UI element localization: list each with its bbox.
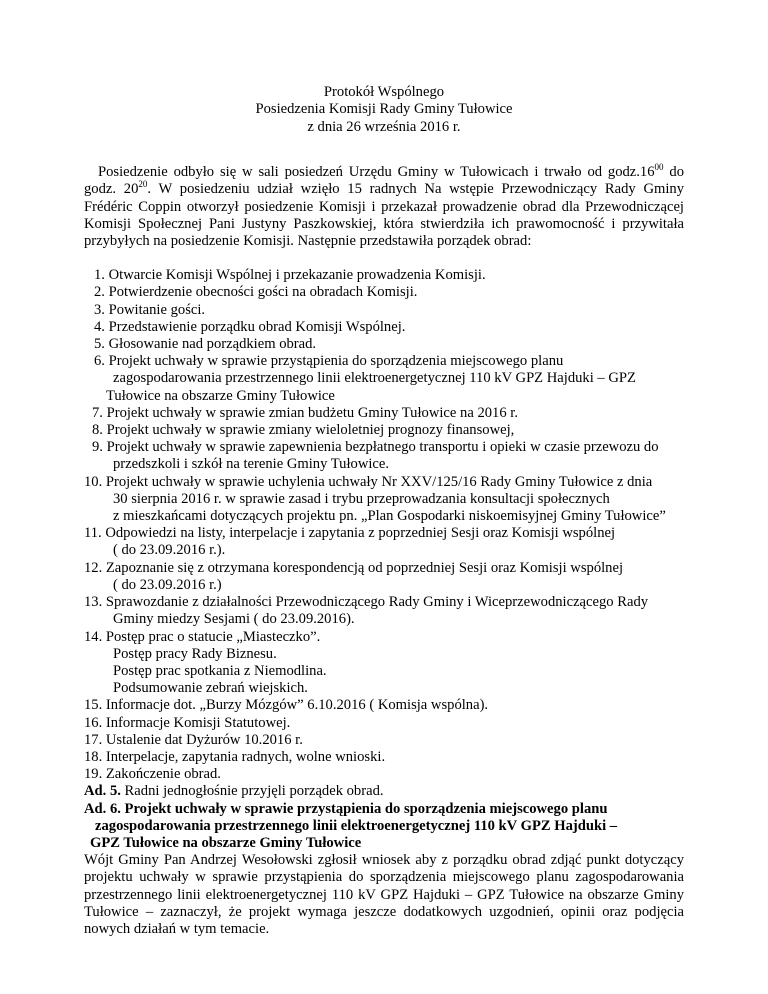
agenda-item-18 (84, 749, 684, 766)
agenda-item-12 (84, 560, 684, 594)
agenda-item-7 (84, 405, 684, 422)
intro-text-3: . W posiedzeniu udział wzięło 15 radnych Na wstępie Przewodniczący Rady Gminy Frédéric Coppin otworzył posiedzenie Komisji i przekazał prowadzenie obrad dla Przewodniczącej Komisji Społecznej Pani Justyny Paszkowskiej, która stwierdziła ich prawomocność i przywitała przybyłych na posiedzenie Komisji. Następnie przedstawiła porządek obrad: (84, 181, 684, 250)
agenda-item-14-line-3: Postęp prac spotkania z Niemodlina. (113, 662, 327, 679)
agenda-item-7-text: 7. Projekt uchwały w sprawie zmian budżetu Gminy Tułowice na 2016 r. (92, 404, 518, 421)
agenda-item-11 (84, 525, 684, 559)
document-title (84, 84, 684, 136)
agenda-item-10-line-3: z mieszkańcami dotyczących projektu pn. „Plan Gospodarki niskoemisyjnej Gminy Tułowice” (113, 508, 666, 525)
ad-5-text: Radni jednogłośnie przyjęli porządek obrad. (120, 783, 384, 800)
ad-6-heading-line-1: Ad. 6. Projekt uchwały w sprawie przystąpienia do sporządzenia miejscowego planu (84, 800, 608, 817)
agenda-item-19 (84, 766, 684, 783)
intro-text-1: Posiedzenie odbyło się w sali posiedzeń Urzędu Gminy w Tułowicach i trwało od godz.16 (98, 164, 655, 181)
agenda-item-14-line-1: 14. Postęp prac o statucie „Miasteczko”. (84, 628, 321, 645)
title-line-1: Protokół Wspólnego (323, 84, 445, 100)
intro-paragraph (84, 164, 684, 250)
agenda-item-12-line-1: 12. Zapoznanie się z otrzymana korespondencją od poprzedniej Sesji oraz Komisji wspólnej (84, 559, 623, 576)
agenda-item-12-line-2: ( do 23.09.2016 r.) (113, 576, 222, 593)
agenda-item-15-text: 15. Informacje dot. „Burzy Mózgów” 6.10.2016 ( Komisja wspólna). (84, 697, 489, 714)
intro-sup-2: 20 (138, 179, 148, 190)
ad-6-heading-line-2: zagospodarowania przestrzennego linii elektroenergetycznej 110 kV GPZ Hajduki – (95, 817, 618, 834)
agenda-item-10-line-1: 10. Projekt uchwały w sprawie uchylenia uchwały Nr XXV/125/16 Rady Gminy Tułowice z dnia (84, 473, 653, 490)
ad-5-section (84, 783, 684, 800)
agenda-item-9-line-2: przedszkoli i szkół na terenie Gminy Tułowice. (113, 456, 390, 473)
agenda-item-9-line-1: 9. Projekt uchwały w sprawie zapewnienia bezpłatnego transportu i opieki w czasie przewozu do (92, 439, 659, 456)
intro-sup-1: 00 (654, 162, 664, 173)
agenda-item-17 (84, 732, 684, 749)
agenda-item-6 (84, 353, 684, 405)
intro-text-2: do godz. 20 (84, 164, 684, 198)
ad-6-body: Wójt Gminy Pan Andrzej Wesołowski zgłosił wniosek aby z porządku obrad zdjąć punkt dotyczący projektu uchwały w sprawie przystąpienia do sporządzenia miejscowego planu zagospodarowania przestrzennego linii elektroenergetycznej 110 kV GPZ Hajduki – GPZ Tułowice na obszarze Gminy Tułowice – zaznaczył, że projekt wymaga jeszcze dodatkowych uzgodnień, opinii oraz podjęcia nowych działań w tym temacie. (84, 852, 684, 937)
agenda-list (84, 267, 684, 783)
agenda-item-8-text: 8. Projekt uchwały w sprawie zmiany wieloletniej prognozy finansowej, (92, 422, 515, 439)
agenda-item-14-line-4: Podsumowanie zebrań wiejskich. (113, 680, 308, 697)
agenda-item-2 (84, 284, 684, 301)
ad-6-section (84, 801, 684, 939)
agenda-item-4-text: 4. Przedstawienie porządku obrad Komisji Wspólnej. (94, 318, 406, 335)
agenda-item-11-line-1: 11. Odpowiedzi na listy, interpelacje i zapytania z poprzedniej Sesji oraz Komisji wspólnej (84, 525, 616, 542)
title-line-2: Posiedzenia Komisji Rady Gminy Tułowice (255, 101, 513, 118)
title-line-3: z dnia 26 września 2016 r. (307, 118, 461, 135)
ad-6-heading-line-3: GPZ Tułowice na obszarze Gminy Tułowice (90, 834, 362, 851)
agenda-item-3 (84, 302, 684, 319)
agenda-item-8 (84, 422, 684, 439)
agenda-item-18-text: 18. Interpelacje, zapytania radnych, wolne wnioski. (84, 748, 386, 765)
agenda-item-13 (84, 594, 684, 628)
agenda-item-4 (84, 319, 684, 336)
agenda-item-16 (84, 715, 684, 732)
agenda-item-16-text: 16. Informacje Komisji Statutowej. (84, 714, 291, 731)
agenda-item-6-line-3: Tułowice na obszarze Gminy Tułowice (106, 387, 335, 404)
agenda-item-5 (84, 336, 684, 353)
agenda-item-11-line-2: ( do 23.09.2016 r.). (113, 542, 226, 559)
agenda-item-13-line-1: 13. Sprawozdanie z działalności Przewodniczącego Rady Gminy i Wiceprzewodniczącego Rady (84, 594, 649, 611)
agenda-item-6-line-2: zagospodarowania przestrzennego linii elektroenergetycznej 110 kV GPZ Hajduki – GPZ (113, 370, 636, 387)
agenda-item-9 (84, 439, 684, 473)
agenda-item-6-line-1: 6. Projekt uchwały w sprawie przystąpienia do sporządzenia miejscowego planu (94, 353, 564, 370)
agenda-item-14-line-2: Postęp pracy Rady Biznesu. (113, 645, 277, 662)
agenda-item-10-line-2: 30 sierpnia 2016 r. w sprawie zasad i trybu przeprowadzania konsultacji społecznych (113, 490, 610, 507)
agenda-item-3-text: 3. Powitanie gości. (94, 301, 206, 318)
agenda-item-19-text: 19. Zakończenie obrad. (84, 766, 221, 783)
agenda-item-2-text: 2. Potwierdzenie obecności gości na obradach Komisji. (94, 284, 418, 301)
agenda-item-1-text: 1. Otwarcie Komisji Wspólnej i przekazanie prowadzenia Komisji. (94, 267, 486, 284)
agenda-item-14 (84, 629, 684, 698)
agenda-item-1 (84, 267, 684, 284)
agenda-item-15 (84, 697, 684, 714)
agenda-item-10 (84, 474, 684, 526)
agenda-item-13-line-2: Gminy miedzy Sesjami ( do 23.09.2016). (113, 611, 355, 628)
agenda-item-5-text: 5. Głosowanie nad porządkiem obrad. (94, 336, 317, 353)
agenda-item-17-text: 17. Ustalenie dat Dyżurów 10.2016 r. (84, 731, 303, 748)
document-page (84, 84, 684, 938)
ad-5-label: Ad. 5. (84, 783, 121, 800)
